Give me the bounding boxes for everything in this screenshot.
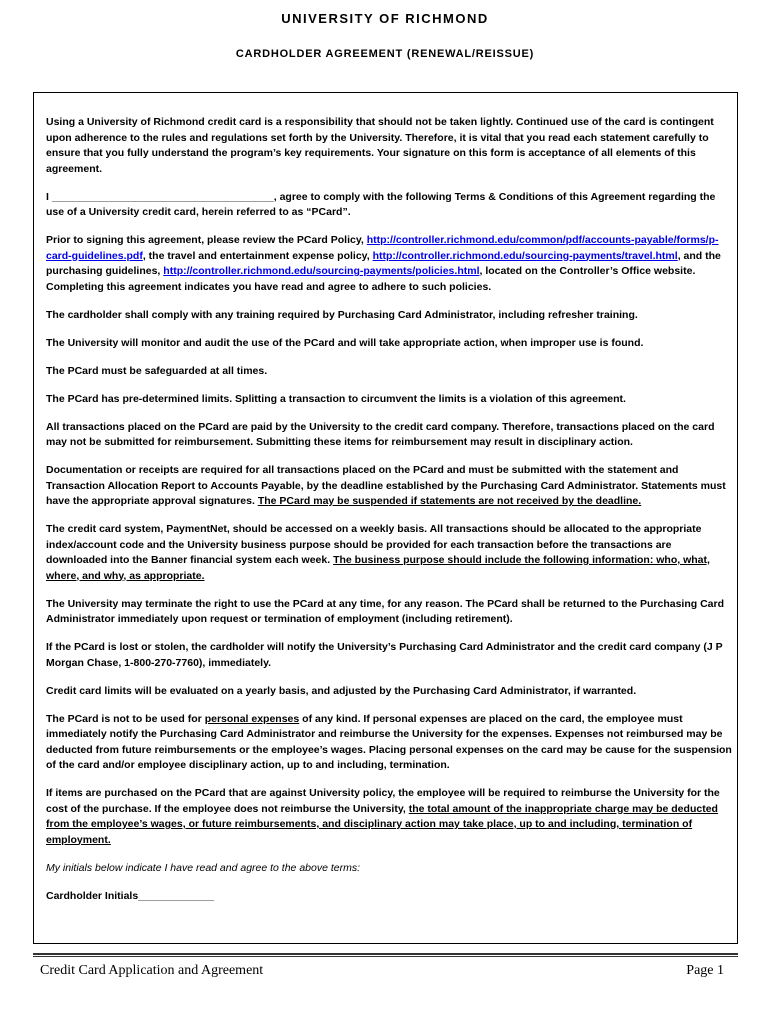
term-paymentnet bbox=[46, 522, 732, 584]
policy-text-1: Prior to signing this agreement, please review the PCard Policy, bbox=[46, 234, 367, 246]
name-blank-field[interactable]: ______________________________________ bbox=[51, 190, 274, 203]
term-personal-expenses bbox=[46, 712, 732, 774]
term-against-policy bbox=[46, 786, 732, 848]
policy-text-4: , located on the Controller’s Office website. Completing this agreement indicates you have read and agree to adhere to such policies. bbox=[46, 265, 696, 293]
initials-row bbox=[46, 889, 732, 905]
travel-policy-link[interactable]: http://controller.richmond.edu/sourcing-payments/travel.html bbox=[372, 249, 678, 262]
term-limits: The PCard has pre-determined limits. Splitting a transaction to circumvent the limits is a violation of this agreement. bbox=[46, 392, 626, 405]
term-monitor: The University will monitor and audit the use of the PCard and will take appropriate action, when improper use is found. bbox=[46, 336, 644, 349]
personal-text-1: The PCard is not to be used for bbox=[46, 712, 205, 725]
footer-divider bbox=[33, 953, 738, 957]
page-subtitle: CARDHOLDER AGREEMENT (RENEWAL/REISSUE) bbox=[235, 48, 535, 60]
system-underlined-text: The business purpose should include the following information: who, what, where, and why, as appropriate. bbox=[46, 554, 710, 582]
intro-paragraph: Using a University of Richmond credit card is a responsibility that should not be taken lightly. Continued use of the card is contingent upon adherence to the rules and regulations set forth by the University. Therefore, it is vital that you read each statement carefully to ensure that you fully understand the program’s key requirements. Your signature on this form is acceptance of all elements of this agreement. bbox=[46, 116, 714, 175]
against-text: If items are purchased on the PCard that are against University policy, the employee will be required to reimburse the University for the cost of the purchase. If the employee does not reimburse the University, bbox=[46, 787, 720, 815]
docs-underlined-text: The PCard may be suspended if statements are not received by the deadline. bbox=[257, 495, 642, 507]
initials-blank-field[interactable]: _____________ bbox=[138, 889, 215, 902]
system-text: The credit card system, PaymentNet, should be accessed on a weekly basis. All transactions should be allocated to the appropriate index/account code and the University business purpose should be provided for each transaction before the transactions are downloaded into the Banner financial system each week. bbox=[46, 523, 702, 566]
policy-text-3: , and the purchasing guidelines, bbox=[46, 249, 721, 277]
footer-title: Credit Card Application and Agreement bbox=[40, 963, 264, 978]
term-documentation bbox=[46, 463, 732, 510]
against-underlined-text: the total amount of the inappropriate charge may be deducted from the employee’s wages, or future reimbursements, and disciplinary action may take place, up to and including, termination of employment. bbox=[46, 802, 718, 846]
policy-text-2: , the travel and entertainment expense policy, bbox=[142, 249, 373, 262]
personal-text-2: of any kind. If personal expenses are placed on the card, the employee must immediately notify the Purchasing Card Administrator and reimburse the University for the expenses. Expenses not reimbursed may be deducted from future reimbursements or the employee’s wages. Placing personal expenses on the card may be cause for the suspension of the card and/or employee disciplinary action, up to and including, termination. bbox=[46, 712, 732, 771]
term-lost-stolen: If the PCard is lost or stolen, the cardholder will notify the University’s Purchasing Card Administrator and the credit card company (J P Morgan Chase, 1-800-270-7760), immediately. bbox=[46, 641, 723, 669]
policy-paragraph bbox=[46, 233, 732, 295]
pcard-policy-link[interactable]: http://controller.richmond.edu/common/pdf/accounts-payable/forms/p-card-guidelines.pdf bbox=[46, 234, 719, 262]
agreement-suffix: , agree to comply with the following Terms & Conditions of this Agreement regarding the use of a University credit card, herein referred to as “PCard”. bbox=[46, 190, 716, 218]
agreement-prefix: I bbox=[46, 190, 49, 203]
agreement-content bbox=[46, 115, 732, 917]
initials-note: My initials below indicate I have read and agree to the above terms: bbox=[46, 861, 361, 874]
page-number: Page 1 bbox=[686, 963, 724, 978]
docs-text: Documentation or receipts are required for all transactions placed on the PCard and must be submitted with the statement and Transaction Allocation Report to Accounts Payable, by the deadline established by the Purchasing Card Administrator. Statements must have the appropriate approval signatures. bbox=[46, 464, 726, 507]
term-training: The cardholder shall comply with any training required by Purchasing Card Administrator, including refresher training. bbox=[46, 308, 638, 321]
initials-label: Cardholder Initials bbox=[46, 889, 139, 902]
purchasing-guidelines-link[interactable]: http://controller.richmond.edu/sourcing-payments/policies.html bbox=[163, 265, 480, 277]
agreement-paragraph bbox=[46, 190, 732, 221]
term-evaluate: Credit card limits will be evaluated on a yearly basis, and adjusted by the Purchasing Card Administrator, if warranted. bbox=[46, 684, 637, 697]
personal-underlined-text: personal expenses bbox=[204, 712, 300, 725]
page-title: UNIVERSITY OF RICHMOND bbox=[281, 11, 489, 26]
term-safeguard: The PCard must be safeguarded at all times. bbox=[46, 364, 268, 377]
term-paid: All transactions placed on the PCard are paid by the University to the credit card company. Therefore, transactions placed on the card may not be submitted for reimbursement. Submitting these items for reimbursement may result in disciplinary action. bbox=[46, 420, 715, 448]
term-terminate: The University may terminate the right to use the PCard at any time, for any reason. The PCard shall be returned to the Purchasing Card Administrator immediately upon request or termination of employment (including retirement). bbox=[46, 597, 724, 625]
